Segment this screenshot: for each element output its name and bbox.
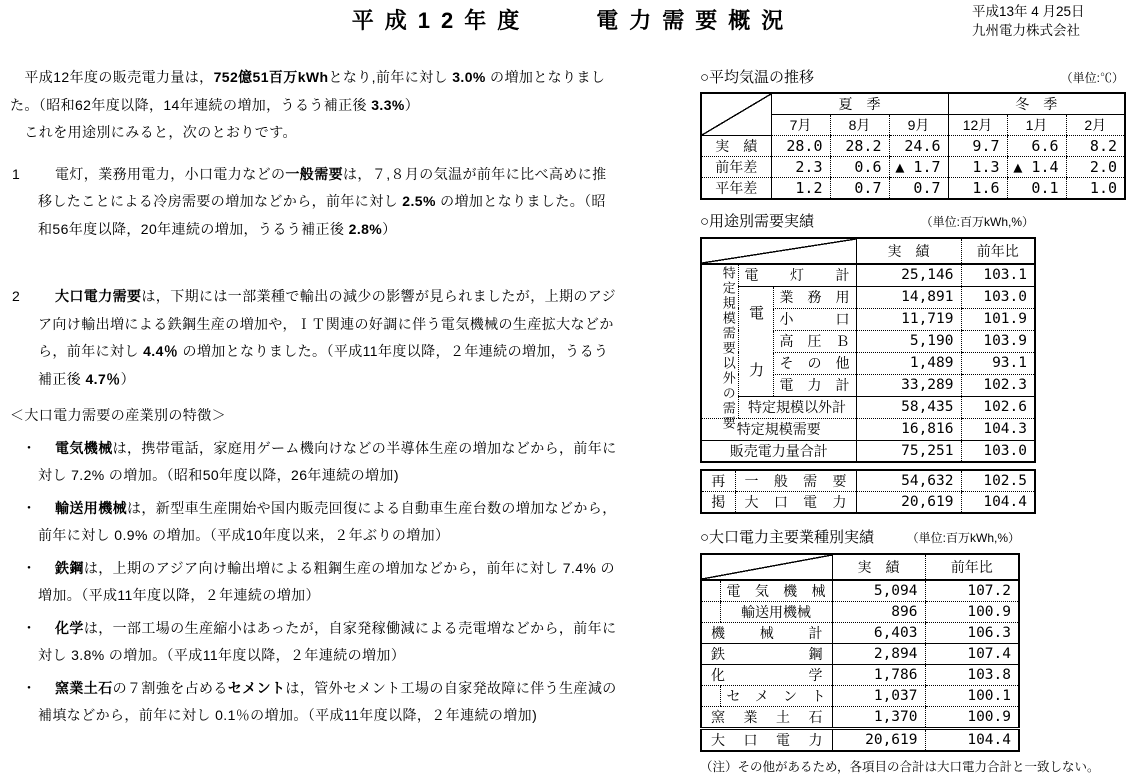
section-heading-industry-features: ＜大口電力需要の産業別の特徴＞ xyxy=(10,407,226,423)
row-label: 電力計 xyxy=(773,374,856,396)
row-label: 鉄鋼 xyxy=(701,644,832,665)
row-label: その他 xyxy=(773,352,856,374)
bullet-transport-machinery xyxy=(10,495,620,550)
diagonal-header-cell xyxy=(701,554,832,580)
table-row-normal-diff xyxy=(701,178,1125,200)
tables-column xyxy=(700,68,1146,775)
row-label: 特定規模需要 xyxy=(701,418,856,440)
cell-value: 103.9 xyxy=(961,330,1035,352)
cell-value: ▲ 1.7 xyxy=(889,157,948,178)
cell-value: 2,894 xyxy=(832,644,925,665)
bullet-marker: ・ xyxy=(22,559,37,576)
bullet-text: 化学は，一部工場の生産縮小はあったが，自家発稼働減による売電増などから，前年に対し 3.8% の増加。（平成11年度以降，２年連続の増加） xyxy=(38,619,617,663)
vertical-label: 電力 xyxy=(747,305,764,377)
bullet-text: 電気機械は，携帯電話，家庭用ゲーム機向けなどの半導体生産の増加などから，前年に対し 7.2% の増加。（昭和50年度以降，26年連続の増加) xyxy=(38,439,617,483)
row-label: 大口電力 xyxy=(735,492,856,514)
usage-table-title: ○用途別需要実績 xyxy=(700,213,815,230)
temp-table-unit: （単位:℃） xyxy=(1060,71,1124,85)
list-item-large-demand xyxy=(10,283,620,393)
vertical-label: 特定規模需要以外の需要 xyxy=(720,265,736,431)
table-row-commercial xyxy=(701,286,1035,308)
row-label: 窯業土石 xyxy=(701,707,832,729)
cell-value: ▲ 1.4 xyxy=(1007,157,1066,178)
table-row-steel xyxy=(701,644,1019,665)
industry-table-unit: （単位:百万kWh,%） xyxy=(906,531,1020,545)
cell-value: 24.6 xyxy=(889,136,948,157)
cell-value: 1.0 xyxy=(1066,178,1125,200)
page-title: 平成12年度 電力需要概況 xyxy=(351,8,795,33)
temp-table-title: ○平均気温の推移 xyxy=(700,69,815,86)
season-winter: 冬 季 xyxy=(948,93,1125,115)
row-label: 電気機械 xyxy=(720,580,832,602)
bullet-text: 鉄鋼は，上期のアジア向け輸出増による粗鋼生産の増加などから，前年に対し 7.4% の増加。（平成11年度以降，２年連続の増加） xyxy=(38,559,615,603)
bullet-chemical xyxy=(10,615,620,670)
row-label: セメント xyxy=(720,686,832,707)
usage-table-unit: （単位:百万kWh,%） xyxy=(920,215,1034,229)
row-label: 電灯計 xyxy=(738,264,856,286)
main-text-column xyxy=(10,64,620,730)
col-header-yoy: 前年比 xyxy=(925,554,1019,580)
cell-value: 0.1 xyxy=(1007,178,1066,200)
restated-char: 掲 xyxy=(711,494,726,510)
table-row-non-designated-total xyxy=(701,396,1035,418)
cell-value: 100.9 xyxy=(925,602,1019,623)
restated-table xyxy=(700,469,1036,514)
row-label: 大口電力 xyxy=(711,732,823,748)
row-label: 平年差 xyxy=(715,180,758,196)
table-row-yoy-diff xyxy=(701,157,1125,178)
list-item-general-demand xyxy=(10,161,620,244)
table-row-general-demand xyxy=(701,470,1035,492)
cell-value: 28.0 xyxy=(771,136,830,157)
bullet-marker: ・ xyxy=(22,679,37,696)
row-label: 化学 xyxy=(701,665,832,686)
temp-table-season-row xyxy=(701,93,1125,115)
cell-value: 107.2 xyxy=(925,580,1019,602)
cell-value: 58,435 xyxy=(856,396,961,418)
cell-value: 11,719 xyxy=(856,308,961,330)
month-header: 9月 xyxy=(889,115,948,136)
cell-value: 1.3 xyxy=(948,157,1007,178)
table-row-lighting-total xyxy=(701,264,1035,286)
item-text: 電灯，業務用電力，小口電力などの一般需要は，７,８月の気温が前年に比べ高めに推移したことによる冷房需要の増加などから，前年に対し 2.5% の増加となりました。（昭和56年度以降，20年連続の増加，うるう補正後 2.8%） xyxy=(38,165,607,237)
row-label: 輸送用機械 xyxy=(720,602,832,623)
cell-value: 20,619 xyxy=(856,492,961,514)
table-row-cement xyxy=(701,686,1019,707)
row-label: 販売電力量合計 xyxy=(729,442,828,459)
cell-value: 104.3 xyxy=(961,418,1035,440)
cell-value: 100.1 xyxy=(925,686,1019,707)
row-label: 前年差 xyxy=(701,157,771,178)
paragraph-usage-intro: これを用途別にみると，次のとおりです。 xyxy=(10,124,297,140)
cell-value: 896 xyxy=(832,602,925,623)
cell-value: 16,816 xyxy=(856,418,961,440)
doc-date-block xyxy=(972,2,1142,40)
row-label: 実 績 xyxy=(701,136,771,157)
cell-value: 25,146 xyxy=(856,264,961,286)
bullet-marker: ・ xyxy=(22,619,37,636)
table-row-large-power xyxy=(701,492,1035,514)
table-footnote: （注）その他があるため，各項目の合計は大口電力合計と一致しない。 xyxy=(700,760,1100,774)
row-label: 特定規模以外計 xyxy=(738,396,856,418)
doc-company: 九州電力株式会社 xyxy=(972,23,1080,38)
month-header: 12月 xyxy=(948,115,1007,136)
table-row-designated-demand xyxy=(701,418,1035,440)
cell-value: 100.9 xyxy=(925,707,1019,729)
cell-value: 102.3 xyxy=(961,374,1035,396)
doc-date: 平成13年 4 月25日 xyxy=(972,4,1085,19)
side-label-power xyxy=(738,286,773,396)
cell-value: 0.7 xyxy=(830,178,889,200)
cell-value: 2.3 xyxy=(771,157,830,178)
usage-table xyxy=(700,237,1036,463)
row-label: 小口 xyxy=(773,308,856,330)
item-text: 大口電力需要は，下期には一部業種で輸出の減少の影響が見られましたが，上期のアジア向け輸出増による鉄鋼生産の増加や，ＩＴ関連の好調に伴う電気機械の生産拡大などから，前年に対し 4.4％ の増加となりました。（平成11年度以降，２年連続の増加，うるう補正後 4.7％） xyxy=(38,288,617,387)
bullet-marker: ・ xyxy=(22,439,37,456)
cell-value: 104.4 xyxy=(961,492,1035,514)
cell-value: 33,289 xyxy=(856,374,961,396)
item-number: 2 xyxy=(12,288,21,304)
industry-table xyxy=(700,553,1020,752)
season-summer: 夏 季 xyxy=(771,93,948,115)
cell-value: 103.0 xyxy=(961,440,1035,462)
bullet-text: 窯業土石の７割強を占めるセメントは，管外セメント工場の自家発故障に伴う生産減の補填などから，前年に対し 0.1％の増加。（平成11年度以降，２年連続の増加) xyxy=(38,679,617,723)
temp-table-header-row xyxy=(700,68,1124,88)
side-label-non-designated xyxy=(701,264,738,431)
cell-value: 1,037 xyxy=(832,686,925,707)
cell-value: 20,619 xyxy=(832,729,925,752)
table-row-large-power-total xyxy=(701,729,1019,752)
cell-value: 93.1 xyxy=(961,352,1035,374)
cell-value: 8.2 xyxy=(1066,136,1125,157)
table-row-electric-machinery xyxy=(701,580,1019,602)
row-label: 高圧Ｂ xyxy=(773,330,856,352)
month-header: 1月 xyxy=(1007,115,1066,136)
cell-value: 0.6 xyxy=(830,157,889,178)
bullet-text: 輸送用機械は，新型車生産開始や国内販売回復による自動車生産台数の増加などから，前年に対し 0.9% の増加。（平成10年度以来，２年ぶりの増加） xyxy=(38,499,617,543)
cell-value: 2.0 xyxy=(1066,157,1125,178)
cell-value: 102.6 xyxy=(961,396,1035,418)
table-row-machinery-total xyxy=(701,623,1019,644)
table-row-sales-total xyxy=(701,440,1035,462)
cell-value: 1.6 xyxy=(948,178,1007,200)
month-header: 2月 xyxy=(1066,115,1125,136)
usage-table-header xyxy=(701,238,1035,264)
cell-value: 6,403 xyxy=(832,623,925,644)
bullet-electric-machinery xyxy=(10,435,620,490)
bullet-steel xyxy=(10,555,620,610)
paragraph-sales-volume: 平成12年度の販売電力量は，752億51百万kWhとなり,前年に対し 3.0% の増加となりました。（昭和62年度以降，14年連続の増加，うるう補正後 3.3%） xyxy=(10,69,606,113)
table-row-transport-machinery xyxy=(701,602,1019,623)
cell-value: 54,632 xyxy=(856,470,961,492)
cell-value: 5,094 xyxy=(832,580,925,602)
cell-value: 9.7 xyxy=(948,136,1007,157)
indent-cell xyxy=(701,580,720,602)
diagonal-header-cell xyxy=(701,93,771,136)
col-header-actual: 実 績 xyxy=(856,238,961,264)
diagonal-header-cell xyxy=(701,238,856,264)
table-row-ceramics xyxy=(701,707,1019,729)
cell-value: 6.6 xyxy=(1007,136,1066,157)
cell-value: 103.8 xyxy=(925,665,1019,686)
cell-value: 1,489 xyxy=(856,352,961,374)
cell-value: 1,370 xyxy=(832,707,925,729)
cell-value: 106.3 xyxy=(925,623,1019,644)
temp-table xyxy=(700,92,1126,200)
col-header-yoy: 前年比 xyxy=(961,238,1035,264)
item-number: 1 xyxy=(12,165,21,182)
cell-value: 103.1 xyxy=(961,264,1035,286)
cell-value: 14,891 xyxy=(856,286,961,308)
cell-value: 1,786 xyxy=(832,665,925,686)
table-row-actual-temp xyxy=(701,136,1125,157)
indent-cell xyxy=(701,686,720,707)
cell-value: 101.9 xyxy=(961,308,1035,330)
industry-table-title: ○大口電力主要業種別実績 xyxy=(700,529,875,546)
cell-value: 107.4 xyxy=(925,644,1019,665)
cell-value: 102.5 xyxy=(961,470,1035,492)
col-header-actual: 実 績 xyxy=(832,554,925,580)
cell-value: 28.2 xyxy=(830,136,889,157)
month-header: 7月 xyxy=(771,115,830,136)
row-label: 業務用 xyxy=(773,286,856,308)
bullet-marker: ・ xyxy=(22,499,37,516)
industry-table-header-row xyxy=(700,528,1020,548)
row-label: 機械計 xyxy=(701,623,832,644)
table-row-chemical xyxy=(701,665,1019,686)
cell-value: 104.4 xyxy=(925,729,1019,752)
bullet-ceramics-cement xyxy=(10,675,620,730)
month-header: 8月 xyxy=(830,115,889,136)
cell-value: 0.7 xyxy=(889,178,948,200)
cell-value: 1.2 xyxy=(771,178,830,200)
cell-value: 103.0 xyxy=(961,286,1035,308)
restated-char: 再 xyxy=(701,470,735,492)
cell-value: 75,251 xyxy=(856,440,961,462)
industry-table-header xyxy=(701,554,1019,580)
indent-cell xyxy=(701,602,720,623)
row-label: 一般需要 xyxy=(735,470,856,492)
cell-value: 5,190 xyxy=(856,330,961,352)
usage-table-header-row xyxy=(700,212,1034,232)
